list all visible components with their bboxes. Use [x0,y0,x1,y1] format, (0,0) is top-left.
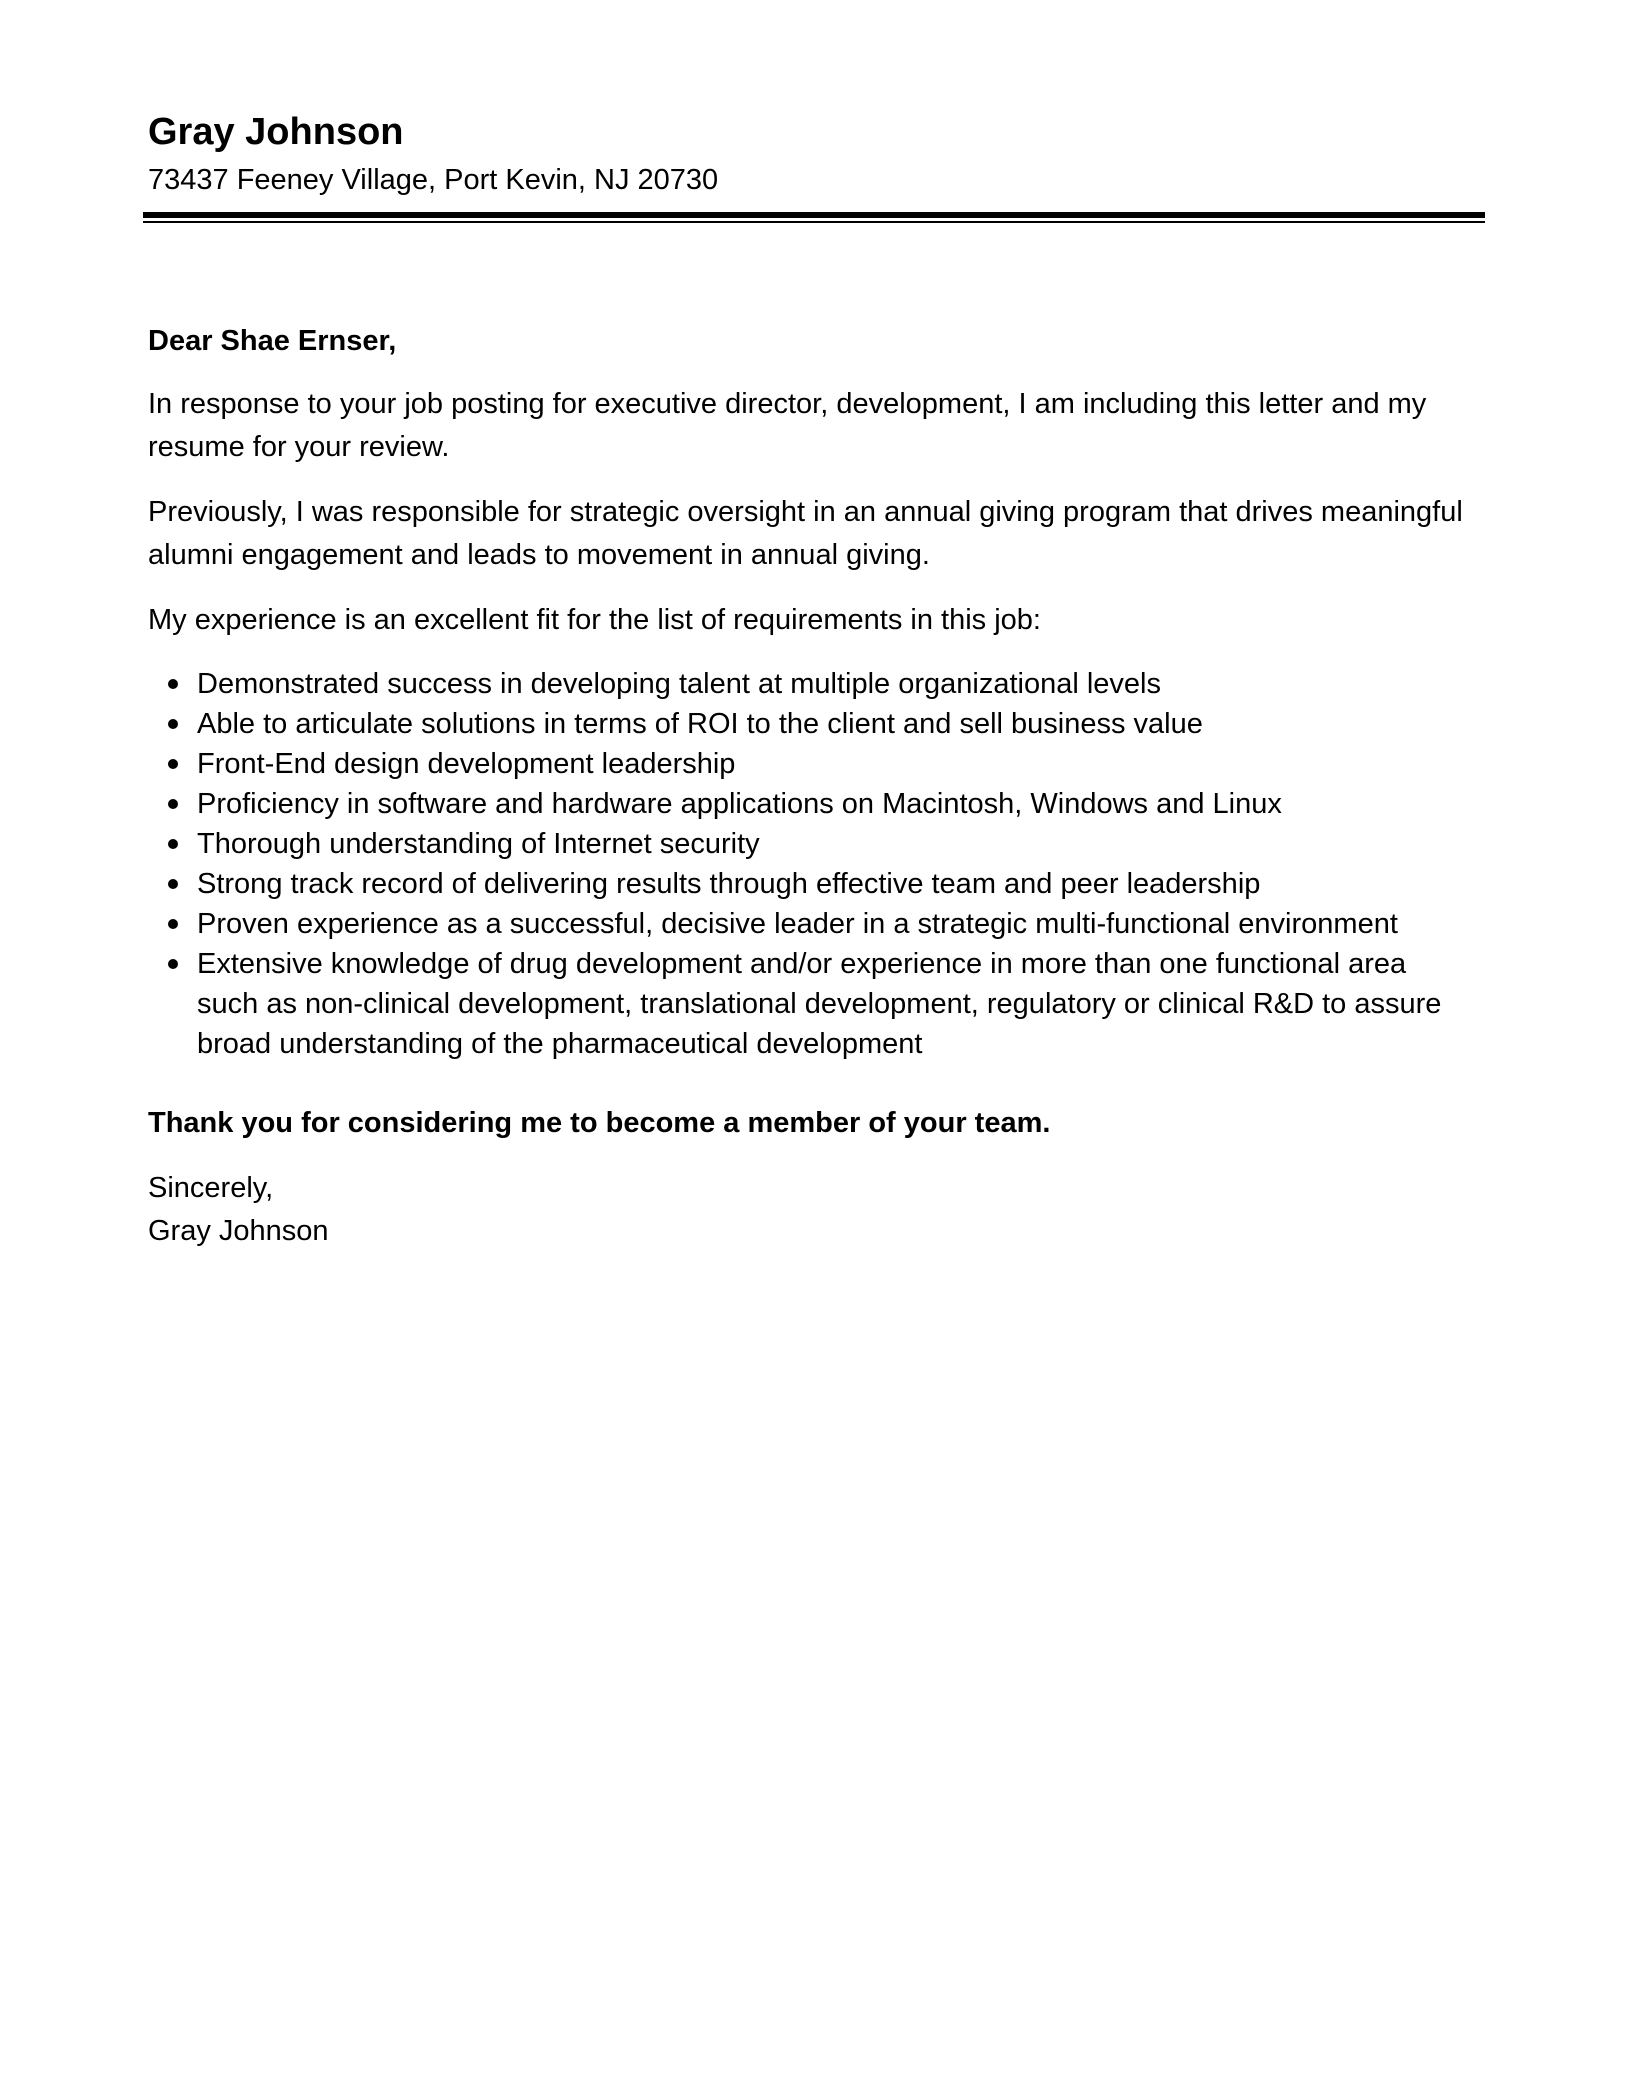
divider-thin-line [143,221,1485,223]
list-item-text: Demonstrated success in developing talent at multiple organizational levels [197,668,1161,700]
list-item [148,664,1468,704]
bullet-icon [168,919,178,929]
list-item-text: Front-End design development leadership [197,748,736,780]
closing-line: Thank you for considering me to become a member of your team. [148,1107,1051,1139]
list-item-text: Able to articulate solutions in terms of ROI to the client and sell business value [197,708,1203,740]
signoff: Sincerely, [148,1172,274,1204]
list-item-text: Extensive knowledge of drug development and/or experience in more than one functional area such as non-clinical development, translational development, regulatory or clinical R&D to assure broad understanding of the pharmaceutical development [197,948,1442,1060]
requirements-list [148,664,1468,1064]
bullet-icon [168,719,178,729]
paragraph-experience: Previously, I was responsible for strategic oversight in an annual giving program that drives meaningful alumni engagement and leads to movement in annual giving. [148,496,1463,571]
list-item [148,824,1468,864]
letter-body [148,320,1468,1253]
list-item-text: Strong track record of delivering results through effective team and peer leadership [197,868,1261,900]
list-item [148,744,1468,784]
signature-name: Gray Johnson [148,1215,329,1247]
list-item [148,944,1468,1064]
paragraph-intro: In response to your job posting for executive director, development, I am including this letter and my resume for your review. [148,388,1427,463]
sender-address: 73437 Feeney Village, Port Kevin, NJ 20730 [148,164,719,196]
letter-header [148,108,1484,200]
list-item [148,864,1468,904]
list-item-text: Proficiency in software and hardware applications on Macintosh, Windows and Linux [197,788,1282,820]
bullet-icon [168,679,178,689]
salutation: Dear Shae Ernser, [148,325,397,357]
list-item [148,904,1468,944]
bullet-icon [168,839,178,849]
list-item-text: Thorough understanding of Internet security [197,828,760,860]
bullet-icon [168,959,178,969]
list-item [148,784,1468,824]
bullet-icon [168,759,178,769]
bullet-icon [168,879,178,889]
paragraph-requirements-intro: My experience is an excellent fit for the list of requirements in this job: [148,604,1041,636]
header-divider [143,212,1485,223]
bullet-icon [168,799,178,809]
sender-name: Gray Johnson [148,111,404,153]
list-item-text: Proven experience as a successful, decisive leader in a strategic multi-functional environment [197,908,1398,940]
list-item [148,704,1468,744]
